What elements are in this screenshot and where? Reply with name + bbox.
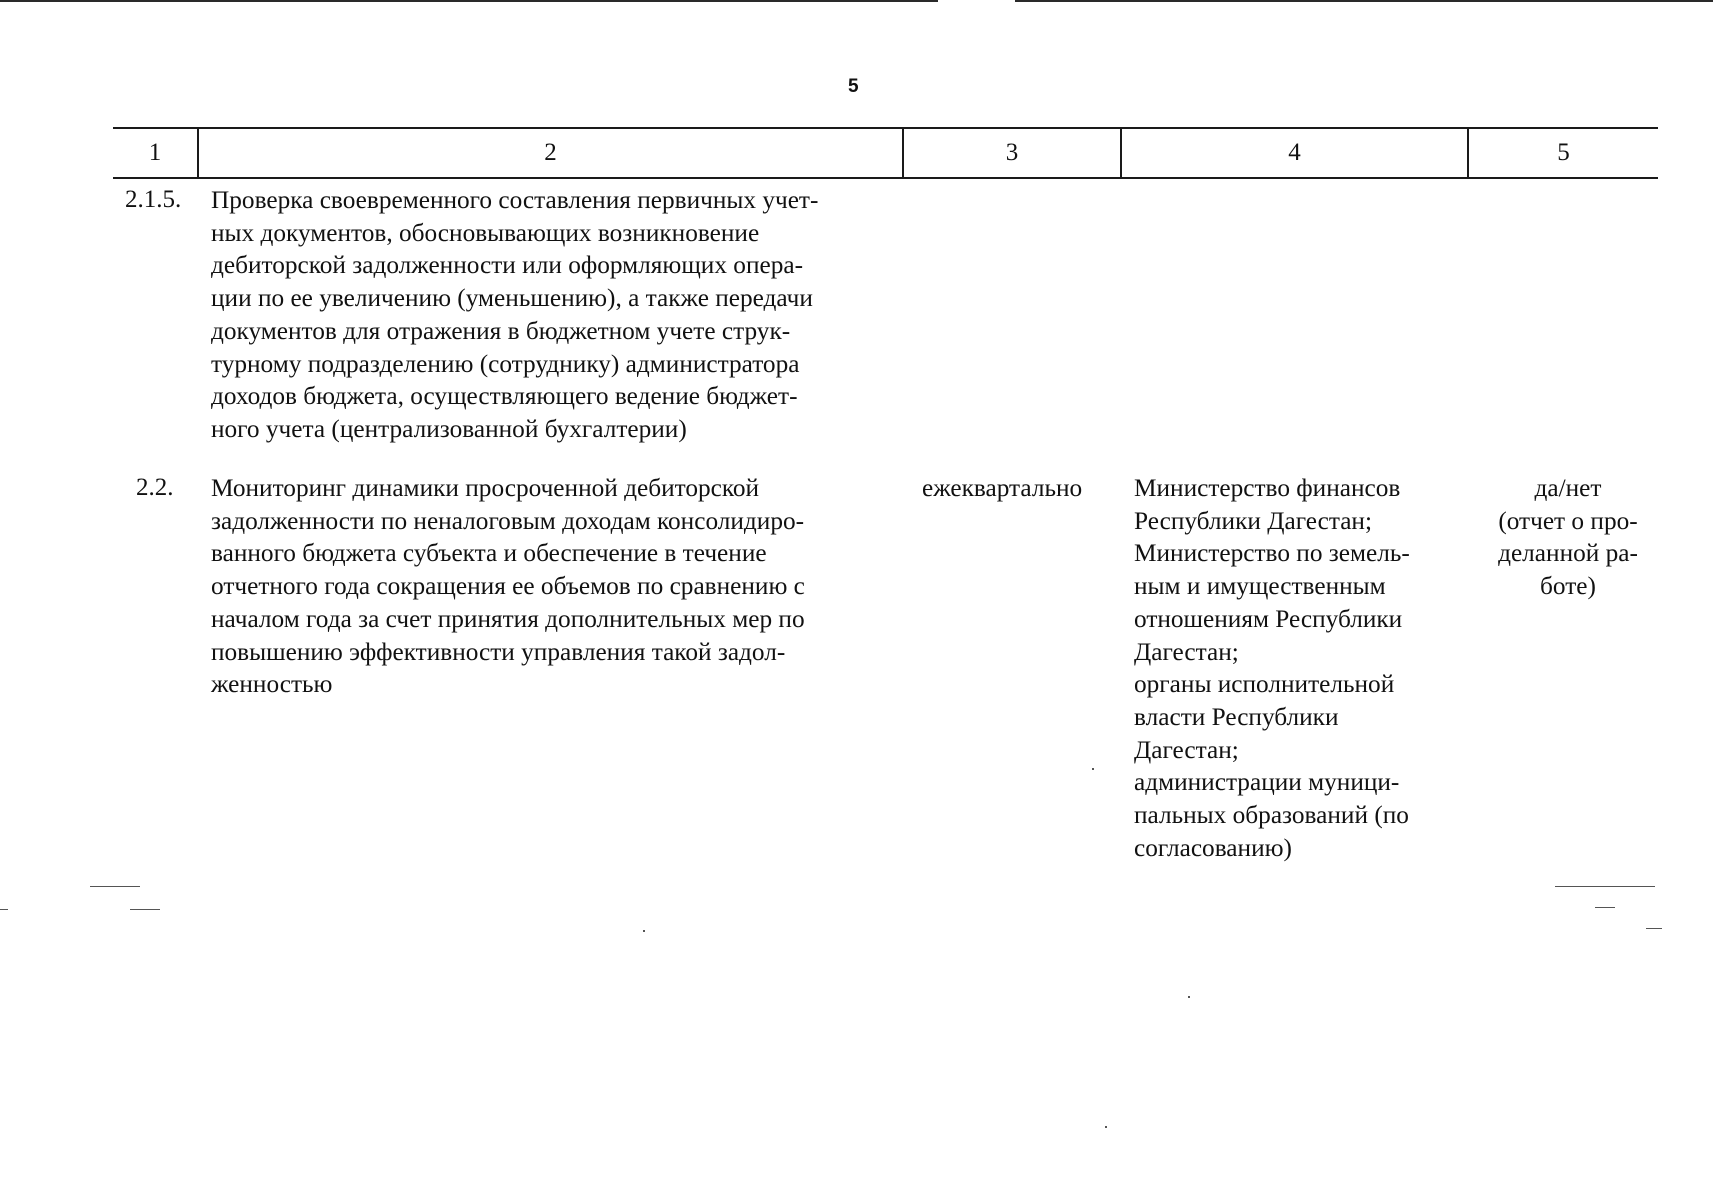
row-description: Проверка своевременного составления первичных учет- ных документов, обосновывающих возникновение дебиторской задолженности или оформляющих опера- ции по ее увеличению (уменьшению), а также передачи документов для отражения в бюджетном учете струк- турному подразделению (сотруднику) администратора доходов бюджета, осуществляющего ведение бюджет- ного учета (централизованной бухгалтерии) [211, 186, 819, 443]
row-number: 2.2. [136, 474, 174, 501]
column-header-4: 4 [1288, 139, 1301, 166]
row-responsible: Министерство финансов Республики Дагестан; Министерство по земель- ным и имущественным отношениям Республики Дагестан; органы исполнительной власти Республики Дагестан; администрации муници- пальных образований (по согласованию) [1134, 474, 1410, 862]
scan-mark [643, 930, 645, 932]
column-header-5: 5 [1557, 139, 1570, 166]
row-number: 2.1.5. [125, 186, 182, 213]
scan-edge-right [1015, 0, 1713, 2]
scan-mark [90, 886, 140, 887]
row-description: Мониторинг динамики просроченной дебиторской задолженности по неналоговым доходам консолидиро- ванного бюджета субъекта и обеспечение в течение отчетного года сокращения ее объемов по сравнению с началом года за счет принятия дополнительных мер по повышению эффективности управления такой задол- женностью [211, 474, 805, 699]
scan-mark [1646, 928, 1662, 929]
scan-mark [1555, 886, 1655, 887]
row-period: ежеквартально [922, 474, 1083, 502]
scan-mark [0, 909, 8, 910]
scan-edge-left [0, 0, 938, 2]
row-result: да/нет (отчет о про- деланной ра- боте) [1498, 474, 1638, 601]
column-header-2: 2 [544, 139, 557, 166]
scan-mark [1188, 996, 1190, 998]
scan-mark [1092, 768, 1094, 770]
page-number: 5 [848, 76, 859, 97]
column-header-1: 1 [148, 139, 162, 166]
scan-mark [130, 909, 160, 910]
column-header-3: 3 [1005, 139, 1019, 166]
scan-mark [1105, 1126, 1107, 1128]
scan-mark [1595, 907, 1615, 908]
